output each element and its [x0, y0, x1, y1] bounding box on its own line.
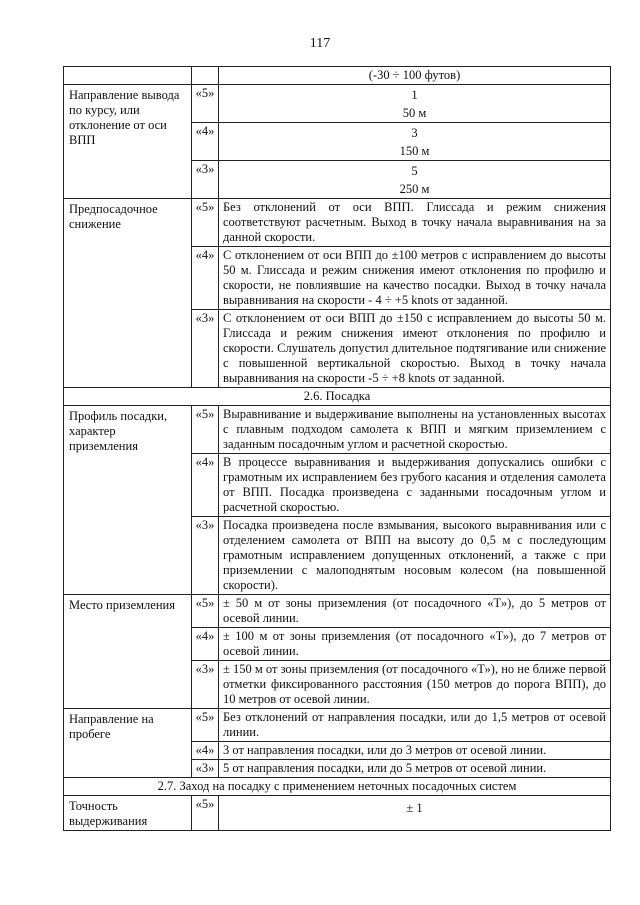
section-heading: 2.6. Посадка — [64, 388, 611, 406]
section-row — [64, 388, 611, 406]
empty-cell — [64, 67, 192, 85]
section-heading: 2.7. Заход на посадку с применением неточных посадочных систем — [64, 778, 611, 796]
page-number: 117 — [309, 36, 331, 51]
param-name: Место приземления — [64, 595, 192, 709]
criteria-cell — [219, 85, 611, 123]
criteria-line: 50 м — [402, 106, 427, 120]
grade-cell: «4» — [192, 247, 219, 310]
criteria-line: 5 — [411, 164, 418, 178]
section-row — [64, 778, 611, 796]
table-row — [64, 199, 611, 247]
criteria-cell: ± 50 м от зоны приземления (от посадочного «Т»), до 5 метров от осевой линии. — [219, 595, 611, 628]
criteria-cell: ± 150 м от зоны приземления (от посадочного «Т»), но не ближе первой отметки фиксированного расстояния (150 метров до порога ВПП), до 10 метров от осевой линии. — [219, 661, 611, 709]
criteria-cell: В процессе выравнивания и выдерживания допускались ошибки с грамотным их исправлением без грубого касания и отделения самолета от ВПП. Посадка произведена с заданными посадочным углом и расчетной скоростью. — [219, 454, 611, 517]
table-row — [64, 67, 611, 85]
criteria-cell: ± 1 — [219, 796, 611, 831]
empty-cell — [192, 67, 219, 85]
grade-cell: «3» — [192, 661, 219, 709]
table-row — [64, 796, 611, 831]
grade-cell: «3» — [192, 760, 219, 778]
param-name: Направление вывода по курсу, или отклонение от оси ВПП — [64, 85, 192, 199]
criteria-cell: С отклонением от оси ВПП до ±150 с исправлением до высоты 50 м. Глиссада и режим снижения имеют отклонения по профилю и скорости. Слушатель допустил длительное подтягивание или снижение с повышенной вертикальной скоростью. Выход в точку начала выравнивания на скорости -5 ÷ +8 knots от заданной. — [219, 310, 611, 388]
grade-cell: «3» — [192, 517, 219, 595]
grade-cell: «4» — [192, 742, 219, 760]
criteria-cell: Без отклонений от оси ВПП. Глиссада и режим снижения соответствуют расчетным. Выход в точку начала выравнивания на за данной скорости. — [219, 199, 611, 247]
table-row — [64, 709, 611, 742]
criteria-cell — [219, 123, 611, 161]
criteria-cell: Выравнивание и выдерживание выполнены на установленных высотах с плавным подходом самолета к ВПП и мягким приземлением с заданным посадочным углом и расчетной скоростью. — [219, 406, 611, 454]
grade-cell: «3» — [192, 161, 219, 199]
grade-cell: «5» — [192, 199, 219, 247]
criteria-cell: С отклонением от оси ВПП до ±100 метров с исправлением до высоты 50 м. Глиссада и режим снижения имеют отклонения по профилю и скорости, не повлиявшие на качество посадки. Выход в точку начала выравнивания на скорости - 4 ÷ +5 knots от заданной. — [219, 247, 611, 310]
grade-cell: «4» — [192, 454, 219, 517]
grade-cell: «3» — [192, 310, 219, 388]
param-name: Направление на пробеге — [64, 709, 192, 778]
param-name: Предпосадочное снижение — [64, 199, 192, 388]
grading-table — [63, 66, 611, 831]
grade-cell: «5» — [192, 709, 219, 742]
criteria-line: 3 — [411, 126, 418, 140]
grade-cell: «4» — [192, 123, 219, 161]
criteria-cell: Без отклонений от направления посадки, или до 1,5 метров от осевой линии. — [219, 709, 611, 742]
grade-cell: «5» — [192, 595, 219, 628]
header-cell: (-30 ÷ 100 футов) — [219, 67, 611, 85]
criteria-cell: ± 100 м от зоны приземления (от посадочного «Т»), до 7 метров от осевой линии. — [219, 628, 611, 661]
criteria-line: 1 — [411, 88, 418, 102]
criteria-cell: 5 от направления посадки, или до 5 метров от осевой линии. — [219, 760, 611, 778]
param-name: Точность выдерживания — [64, 796, 192, 831]
grade-cell: «4» — [192, 628, 219, 661]
table-row — [64, 85, 611, 123]
param-name: Профиль посадки, характер приземления — [64, 406, 192, 595]
table-row — [64, 406, 611, 454]
criteria-line: 150 м — [399, 144, 430, 158]
grade-cell: «5» — [192, 85, 219, 123]
criteria-line: 250 м — [399, 182, 430, 196]
grade-cell: «5» — [192, 796, 219, 831]
grade-cell: «5» — [192, 406, 219, 454]
table-row — [64, 595, 611, 628]
criteria-cell — [219, 161, 611, 199]
criteria-cell: 3 от направления посадки, или до 3 метров от осевой линии. — [219, 742, 611, 760]
criteria-cell: Посадка произведена после взмывания, высокого выравнивания или с отделением самолета от ВПП на высоту до 0,5 м с последующим грамотным исправлением допущенных отклонений, а также с при приземлении с малоподнятым носовым колесом (на повышенной скорости). — [219, 517, 611, 595]
